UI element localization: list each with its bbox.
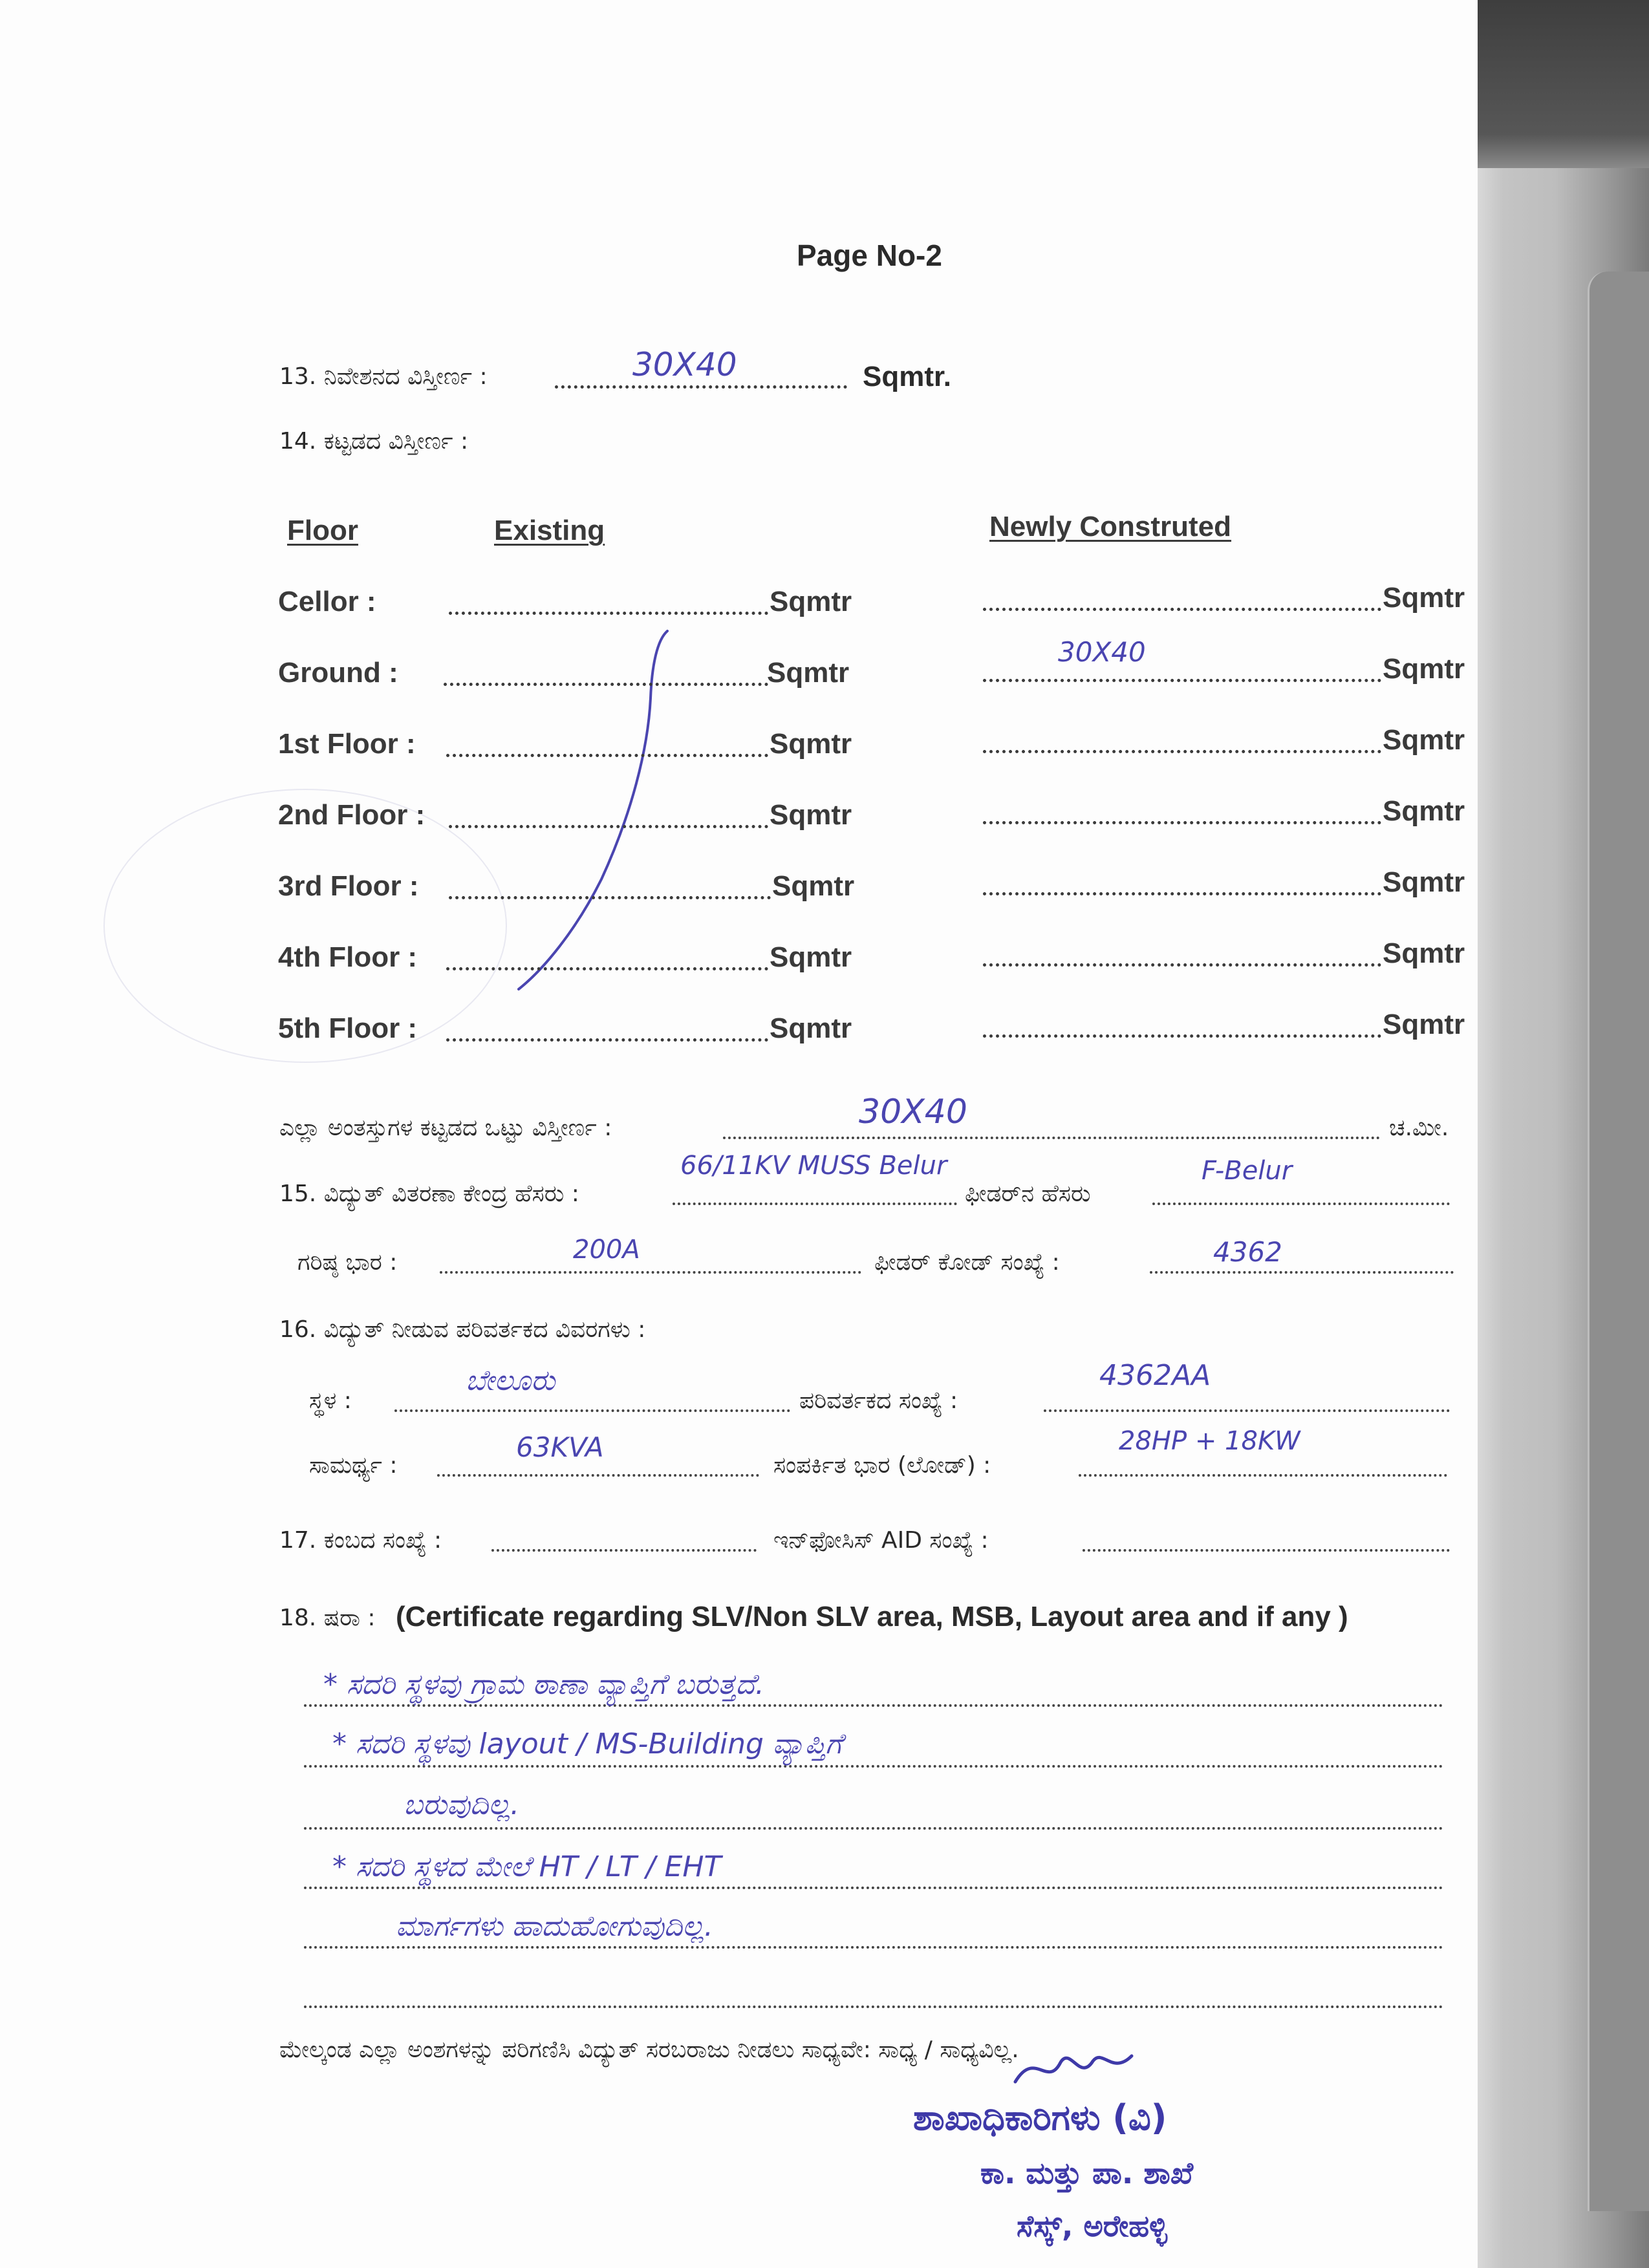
connected-load-label: ಸಂಪರ್ಕಿತ ಭಾರ (ಲೋಡ್) : [773,1452,991,1479]
connected-load-dotted-line [1079,1474,1447,1477]
remarks-dotted-line [304,1946,1443,1949]
remarks-heading: (Certificate regarding SLV/Non SLV area, MSB, Layout area and if any ) [396,1601,1348,1632]
max-load-label: ಗರಿಷ್ಠ ಭಾರ : [297,1249,398,1276]
max-load-dotted-line [440,1271,861,1274]
remarks-dotted-line [304,1704,1443,1707]
tc-number-value: 4362AA [1099,1359,1211,1392]
newly-unit: Sqmtr [1383,653,1465,685]
newly-unit: Sqmtr [1383,795,1465,827]
existing-unit: Sqmtr [767,657,850,689]
capacity-label: ಸಾಮರ್ಥ್ಯ : [309,1452,398,1479]
remarks-line-4: * ಸದರಿ ಸ್ಥಳದ ಮೇಲೆ HT / LT / EHT [332,1850,722,1883]
total-area-label: ಎಲ್ಲಾ ಅಂತಸ್ತುಗಳ ಕಟ್ಟಡದ ಒಟ್ಟು ವಿಸ್ತೀರ್ಣ : [279,1115,612,1141]
substation-name-label: 15. ವಿದ್ಯುತ್ ವಿತರಣಾ ಕೇಂದ್ರ ಹೆಸರು : [279,1181,579,1207]
remarks-line-3: ಬರುವುದಿಲ್ಲ. [404,1788,520,1821]
existing-dotted-line [446,967,768,970]
feeder-name-dotted-line [1152,1203,1450,1205]
substation-name-value: 66/11KV MUSS Belur [680,1151,947,1181]
existing-dotted-line [444,683,768,686]
connected-load-value: 28HP + 18KW [1119,1426,1300,1456]
newly-dotted-line [983,750,1381,753]
floor-label: 5th Floor : [278,1012,418,1044]
remarks-line-5: ಮಾರ್ಗಗಳು ಹಾದುಹೋಗುವುದಿಲ್ಲ. [396,1910,713,1943]
floor-label: 4th Floor : [278,941,418,973]
newly-unit: Sqmtr [1383,1009,1465,1040]
remarks-dotted-line [304,1887,1443,1889]
existing-column-strike-line [504,621,685,996]
total-area-unit: ಚ.ಮೀ. [1389,1115,1449,1141]
signatory-title: ಶಾಖಾಧಿಕಾರಿಗಳು (ವಿ) [913,2097,1167,2138]
max-load-value: 200A [573,1235,640,1265]
tc-number-dotted-line [1044,1409,1450,1412]
existing-dotted-line [449,896,771,899]
feeder-code-label: ಫೀಡರ್ ಕೋಡ್ ಸಂಖ್ಯೆ : [874,1249,1060,1276]
newly-dotted-line [983,608,1381,611]
pole-number-dotted-line [491,1549,757,1552]
transformer-details-label: 16. ವಿದ್ಯುತ್ ನೀಡುವ ಪರಿವರ್ತಕದ ವಿವರಗಳು : [279,1316,646,1343]
plot-area-label: 13. ನಿವೇಶನದ ವಿಸ್ತೀರ್ಣ : [279,363,488,390]
plot-area-unit: Sqmtr. [863,361,951,392]
floor-label: 2nd Floor : [278,799,426,831]
existing-unit: Sqmtr [772,870,855,902]
existing-unit: Sqmtr [770,799,852,831]
floor-label: 3rd Floor : [278,870,419,902]
building-area-label: 14. ಕಟ್ಟಡದ ವಿಸ್ತೀರ್ಣ : [279,428,469,455]
existing-dotted-line [446,754,768,757]
existing-unit: Sqmtr [770,586,852,617]
existing-column-header: Existing [494,515,605,546]
total-area-value: 30X40 [859,1093,967,1131]
floor-label: Cellor : [278,586,376,617]
scanner-edge-panel [1588,272,1649,2211]
remarks-dotted-line [304,1827,1443,1830]
place-dotted-line [394,1409,790,1412]
newly-constructed-column-header: Newly Construted [989,511,1232,542]
newly-dotted-line [983,821,1381,824]
ground-newly-value: 30X40 [1058,636,1146,668]
newly-unit: Sqmtr [1383,724,1465,756]
officer-signature [1009,2043,1138,2095]
floor-label: Ground : [278,657,398,689]
newly-unit: Sqmtr [1383,937,1465,969]
remarks-dotted-line [304,2006,1443,2008]
feeder-code-dotted-line [1150,1271,1454,1274]
place-value: ಬೇಲೂರು [466,1364,555,1397]
feasibility-statement: ಮೇಲ್ಕಂಡ ಎಲ್ಲಾ ಅಂಶಗಳನ್ನು ಪರಿಗಣಿಸಿ ವಿದ್ಯುತ್ ಸರಬರಾಜು ನೀಡಲು ಸಾಧ್ಯವೇ: ಸಾಧ್ಯ / ಸಾಧ್ಯವಿಲ್ಲ. [279,2037,1019,2063]
pole-number-label: 17. ಕಂಬದ ಸಂಖ್ಯೆ : [279,1527,442,1554]
signatory-office: ಸೆಸ್ಕ್, ಅರೇಹಳ್ಳಿ [1017,2209,1168,2243]
total-area-dotted-line [723,1137,1380,1139]
newly-dotted-line [983,892,1381,895]
newly-unit: Sqmtr [1383,866,1465,898]
remarks-line-1: * ಸದರಿ ಸ್ಥಳವು ಗ್ರಾಮ ಠಾಣಾ ವ್ಯಾಪ್ತಿಗೆ ಬರುತ್ತದೆ. [323,1668,764,1701]
signatory-section: ಕಾ. ಮತ್ತು ಪಾ. ಶಾಖೆ [980,2156,1194,2190]
aid-number-label [773,1527,989,1554]
existing-unit: Sqmtr [770,728,852,760]
newly-unit: Sqmtr [1383,582,1465,614]
feeder-code-value: 4362 [1213,1236,1282,1268]
floor-column-header: Floor [287,515,358,546]
floor-label: 1st Floor : [278,728,416,760]
newly-dotted-line [983,963,1381,967]
scanner-edge-dark-top [1478,0,1649,168]
page-number: Page No-2 [797,239,942,272]
newly-dotted-line [983,679,1381,682]
remarks-dotted-line [304,1765,1443,1768]
remarks-label: 18. ಷರಾ : [279,1605,376,1631]
newly-dotted-line [983,1034,1381,1038]
aid-number-dotted-line [1083,1549,1450,1552]
existing-unit: Sqmtr [770,941,852,973]
plot-area-value: 30X40 [632,346,737,383]
aid-number-label-text: ಇನ್‌ಫೋಸಿಸ್ AID ಸಂಖ್ಯೆ : [773,1527,989,1554]
remarks-line-2: * ಸದರಿ ಸ್ಥಳವು layout / MS-Building ವ್ಯಾಪ್ತಿಗೆ [332,1728,843,1760]
plot-area-dotted-line [555,385,847,389]
feeder-name-value: F-Belur [1202,1156,1293,1186]
scanner-edge [1478,0,1649,2268]
capacity-value: 63KVA [516,1431,604,1463]
existing-dotted-line [449,612,768,615]
place-label: ಸ್ಥಳ : [309,1387,352,1414]
tc-number-label: ಪರಿವರ್ತಕದ ಸಂಖ್ಯೆ : [799,1387,958,1414]
feeder-name-label: ಫೀಡರ್‌ನ ಹೆಸರು [965,1181,1091,1207]
existing-dotted-line [449,825,768,828]
existing-unit: Sqmtr [770,1012,852,1044]
capacity-dotted-line [437,1474,759,1477]
existing-dotted-line [446,1038,768,1042]
substation-dotted-line [673,1203,957,1205]
